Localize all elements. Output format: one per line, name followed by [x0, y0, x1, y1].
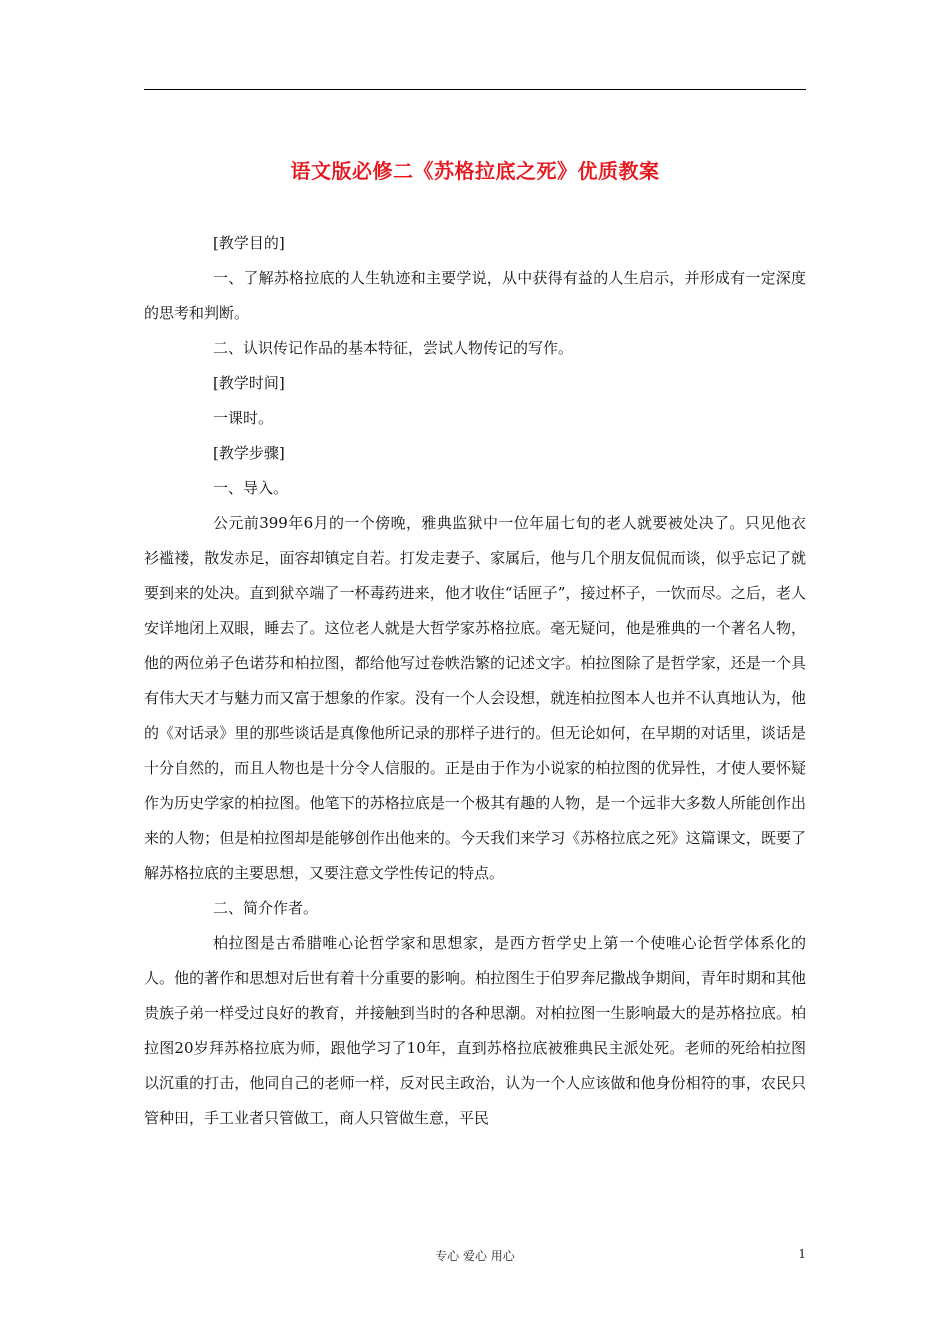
section-heading-time: [教学时间] — [213, 374, 285, 392]
time-value: 一课时。 — [213, 409, 274, 427]
author-paragraph: 柏拉图是古希腊唯心论哲学家和思想家，是西方哲学史上第一个使唯心论哲学体系化的人。他的著作和思想对后世有着十分重要的影响。柏拉图生于伯罗奔尼撒战争期间，青年时期和其他贵族子弟一样受过良好的教育，并接触到当时的各种思潮。对柏拉图一生影响最大的是苏格拉底。柏拉图20岁拜苏格拉底为师，跟他学习了10年，直到苏格拉底被雅典民主派处死。老师的死给柏拉图以沉重的打击，他同自己的老师一样，反对民主政治，认为一个人应该做和他身份相符的事，农民只管种田，手工业者只管做工，商人只管做生意，平民 — [144, 934, 806, 1127]
objective-two: 二、认识传记作品的基本特征，尝试人物传记的写作。 — [213, 339, 574, 357]
step-two-heading: 二、简介作者。 — [213, 899, 319, 917]
footer-motto: 专心 爱心 用心 — [435, 1249, 515, 1263]
intro-paragraph: 公元前399年6月的一个傍晚，雅典监狱中一位年届七旬的老人就要被处决了。只见他衣衫褴褛，散发赤足，面容却镇定自若。打发走妻子、家属后，他与几个朋友侃侃而谈，似乎忘记了就要到来的处决。直到狱卒端了一杯毒药进来，他才收住“话匣子”，接过杯子，一饮而尽。之后，老人安详地闭上双眼，睡去了。这位老人就是大哲学家苏格拉底。毫无疑问，他是雅典的一个著名人物，他的两位弟子色诺芬和柏拉图，都给他写过卷帙浩繁的记述文字。柏拉图除了是哲学家，还是一个具有伟大天才与魅力而又富于想象的作家。没有一个人会设想，就连柏拉图本人也并不认真地认为，他的《对话录》里的那些谈话是真像他所记录的那样子进行的。但无论如何，在早期的对话里，谈话是十分自然的，而且人物也是十分令人信服的。正是由于作为小说家的柏拉图的优异性，才使人要怀疑作为历史学家的柏拉图。他笔下的苏格拉底是一个极其有趣的人物，是一个远非大多数人所能创作出来的人物；但是柏拉图却是能够创作出他来的。今天我们来学习《苏格拉底之死》这篇课文，既要了解苏格拉底的主要思想，又要注意文学性传记的特点。 — [144, 514, 806, 882]
section-heading-objectives: [教学目的] — [213, 234, 285, 252]
document-title: 语文版必修二《苏格拉底之死》优质教案 — [290, 159, 660, 183]
objective-one: 一、了解苏格拉底的人生轨迹和主要学说，从中获得有益的人生启示，并形成有一定深度的思考和判断。 — [144, 269, 806, 322]
step-one-heading: 一、导入。 — [213, 479, 289, 497]
document-body — [144, 226, 806, 1136]
header-rule — [144, 89, 806, 90]
page-number: 1 — [798, 1247, 806, 1261]
section-heading-steps: [教学步骤] — [213, 444, 285, 462]
